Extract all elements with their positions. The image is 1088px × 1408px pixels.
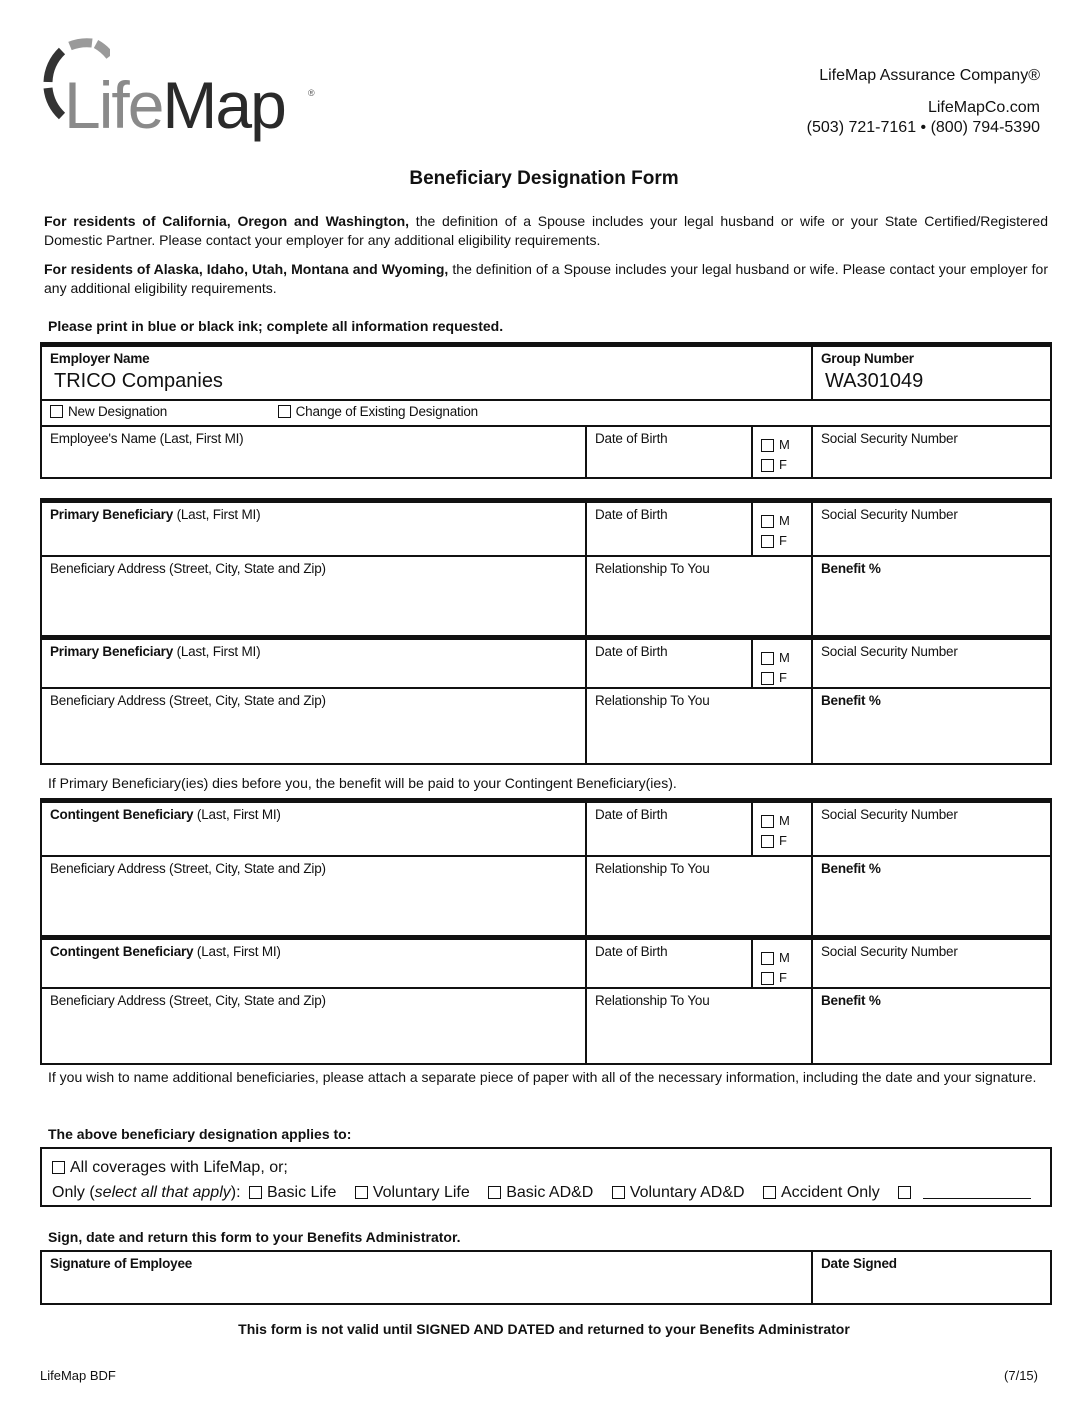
ink-instruction: Please print in blue or black ink; complete all information requested. [48,318,504,334]
primary-1-female-checkbox[interactable] [761,535,774,548]
primary-1-male-checkbox[interactable] [761,515,774,528]
primary-2-benefit-field[interactable]: Benefit % [811,689,1050,763]
primary-1-benefit-field[interactable]: Benefit % [811,557,1050,635]
coverage-heading: The above beneficiary designation applies to: [48,1126,352,1142]
employer-name-label: Employer Name [50,351,150,366]
primary-2-ssn-field[interactable]: Social Security Number [811,640,1050,687]
employer-table [40,342,1052,479]
employee-ssn-field[interactable]: Social Security Number [811,427,1050,477]
primary-2-relationship-field[interactable]: Relationship To You [585,689,811,763]
basic-add-checkbox[interactable] [488,1186,501,1199]
employer-name-value: TRICO Companies [54,370,223,392]
group-number-field[interactable] [811,347,1050,399]
additional-beneficiaries-note: If you wish to name additional beneficiaries, please attach a separate piece of paper with all of the necessary information, including the date and your signature. [48,1069,1037,1085]
primary-2-female-checkbox[interactable] [761,672,774,685]
all-coverages-option[interactable]: All coverages with LifeMap, or; [52,1155,1040,1180]
contingent-1-ssn-field[interactable]: Social Security Number [811,803,1050,855]
primary-beneficiary-1-row [42,503,1050,555]
accident-only-checkbox[interactable] [763,1186,776,1199]
signature-heading: Sign, date and return this form to your Benefits Administrator. [48,1229,461,1245]
contingent-1-dob-field[interactable]: Date of Birth [585,803,751,855]
spouse-definition-ca-or-wa: For residents of California, Oregon and Washington, the definition of a Spouse includes your legal husband or wife or your State Certified/Registered Domestic Partner. Please contact your employer for any additional eligibility requirements. [44,213,1048,248]
basic-add-option[interactable]: Basic AD&D [488,1184,593,1201]
lifemap-logo [40,36,330,146]
validity-notice: This form is not valid until SIGNED AND DATED and returned to your Benefits Administrator [238,1321,850,1337]
primary-1-ssn-field[interactable]: Social Security Number [811,503,1050,555]
contingent-1-relationship-field[interactable]: Relationship To You [585,857,811,935]
contingent-note: If Primary Beneficiary(ies) dies before you, the benefit will be paid to your Contingent Beneficiary(ies). [48,775,677,791]
contingent-2-relationship-field[interactable]: Relationship To You [585,989,811,1063]
basic-life-option[interactable]: Basic Life [249,1184,336,1201]
logo-wordmark: LifeMap [64,68,285,142]
change-designation-option[interactable]: Change of Existing Designation [278,404,478,419]
group-number-value: WA301049 [825,370,924,392]
contingent-2-ssn-field[interactable]: Social Security Number [811,940,1050,987]
primary-1-name-field[interactable]: Primary Beneficiary (Last, First MI) [50,507,261,522]
other-coverage-checkbox[interactable] [898,1186,911,1199]
contingent-1-gender-options: M F [751,803,811,855]
contingent-beneficiary-table [40,798,1052,1065]
company-phones: (503) 721-7161 • (800) 794-5390 [806,119,1040,136]
signature-box [40,1250,1052,1305]
contingent-2-gender-options: M F [751,940,811,987]
employee-female-checkbox[interactable] [761,459,774,472]
employee-male-checkbox[interactable] [761,439,774,452]
employee-name-field[interactable] [42,427,585,477]
registered-mark: ® [308,88,315,98]
employee-signature-field[interactable]: Signature of Employee [50,1256,193,1271]
contingent-1-name-field[interactable]: Contingent Beneficiary (Last, First MI) [50,807,281,822]
contingent-beneficiary-1-row [42,803,1050,855]
primary-2-dob-field[interactable]: Date of Birth [585,640,751,687]
company-website: LifeMapCo.com [927,99,1040,116]
voluntary-life-checkbox[interactable] [355,1186,368,1199]
new-designation-option[interactable]: New Designation [50,404,274,419]
primary-2-male-checkbox[interactable] [761,652,774,665]
spouse-definition-ak-id-ut-mt-wy: For residents of Alaska, Idaho, Utah, Montana and Wyoming, the definition of a Spouse includes your legal husband or wife. Please contact your employer for any additional eligibility requirements. [44,261,1048,296]
other-coverage-blank[interactable] [923,1185,1031,1199]
contingent-2-address-field[interactable]: Beneficiary Address (Street, City, State and Zip) [50,993,326,1008]
primary-1-dob-field[interactable]: Date of Birth [585,503,751,555]
voluntary-add-checkbox[interactable] [612,1186,625,1199]
voluntary-add-option[interactable]: Voluntary AD&D [612,1184,745,1201]
primary-2-gender-options: M F [751,640,811,687]
coverage-options-box [40,1147,1052,1207]
change-designation-checkbox[interactable] [278,405,291,418]
group-number-label: Group Number [821,351,914,366]
primary-2-address-field[interactable]: Beneficiary Address (Street, City, State and Zip) [50,693,326,708]
all-coverages-checkbox[interactable] [52,1161,65,1174]
primary-1-gender-options: M F [751,503,811,555]
contingent-2-male-checkbox[interactable] [761,952,774,965]
primary-1-address-field[interactable]: Beneficiary Address (Street, City, State and Zip) [50,561,326,576]
page-title: Beneficiary Designation Form [409,168,679,189]
contingent-2-dob-field[interactable]: Date of Birth [585,940,751,987]
new-designation-checkbox[interactable] [50,405,63,418]
company-name: LifeMap Assurance Company® [819,67,1040,84]
employer-name-field[interactable] [42,347,811,399]
company-info [807,66,1040,138]
footer-form-code: LifeMap BDF [40,1368,116,1383]
primary-2-name-field[interactable]: Primary Beneficiary (Last, First MI) [50,644,261,659]
contingent-2-female-checkbox[interactable] [761,972,774,985]
select-coverages-row: Only (select all that apply): Basic Life Voluntary Life Basic AD&D Voluntary AD&D Accident Only [52,1180,1040,1205]
contingent-2-name-field[interactable]: Contingent Beneficiary (Last, First MI) [50,944,281,959]
contingent-1-female-checkbox[interactable] [761,835,774,848]
employee-name-label: Employee's Name (Last, First MI) [50,431,244,446]
footer-revision-date: (7/15) [1004,1368,1038,1383]
other-coverage-option[interactable] [898,1184,1031,1201]
contingent-1-benefit-field[interactable]: Benefit % [811,857,1050,935]
contingent-1-address-field[interactable]: Beneficiary Address (Street, City, State and Zip) [50,861,326,876]
voluntary-life-option[interactable]: Voluntary Life [355,1184,470,1201]
contingent-2-benefit-field[interactable]: Benefit % [811,989,1050,1063]
primary-beneficiary-table [40,498,1052,765]
date-signed-field[interactable]: Date Signed [811,1252,1050,1303]
accident-only-option[interactable]: Accident Only [763,1184,880,1201]
primary-1-relationship-field[interactable]: Relationship To You [585,557,811,635]
employee-gender-options: M F [751,427,811,477]
basic-life-checkbox[interactable] [249,1186,262,1199]
employee-dob-field[interactable]: Date of Birth [585,427,751,477]
contingent-1-male-checkbox[interactable] [761,815,774,828]
contingent-beneficiary-2-row [42,935,1050,987]
primary-beneficiary-2-row [42,635,1050,687]
